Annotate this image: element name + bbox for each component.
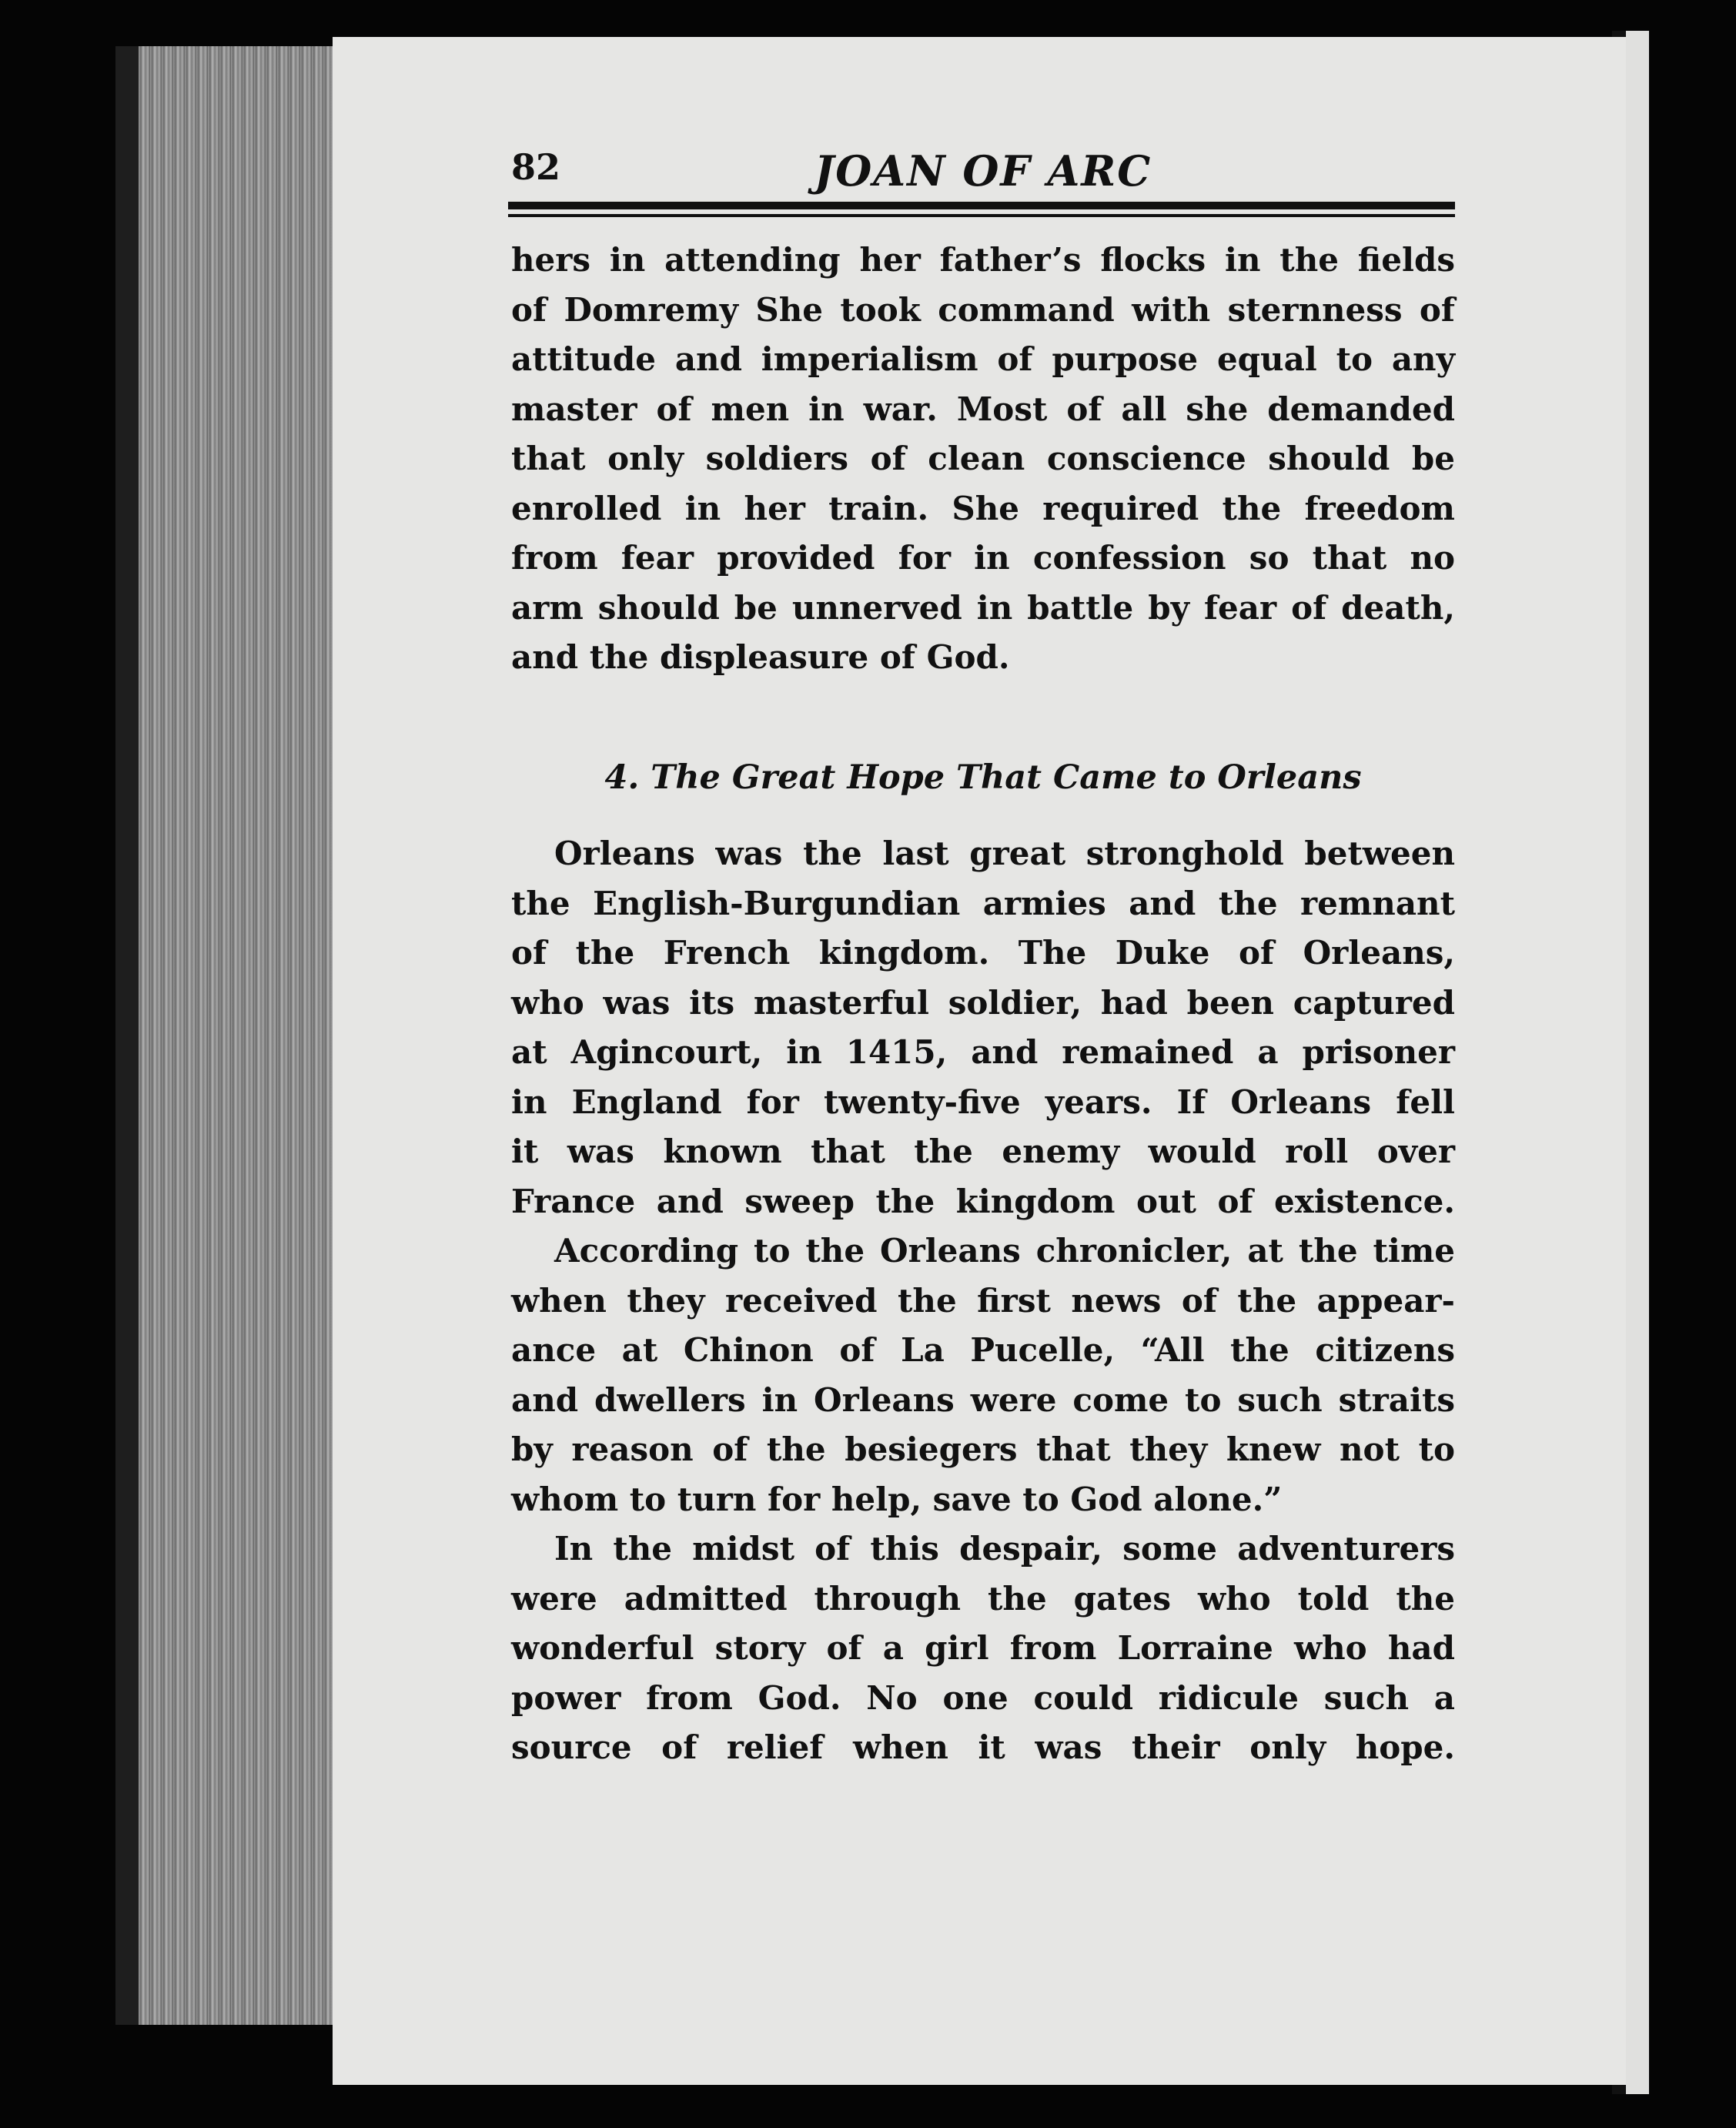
- text-line: were admitted through the gates who told the: [511, 1579, 1455, 1618]
- text-line: of Domremy She took command with sternness of: [511, 290, 1455, 329]
- text-line: by reason of the besiegers that they knew not to: [511, 1430, 1455, 1468]
- text-line: In the midst of this despair, some adventurers: [554, 1530, 1455, 1568]
- text-line: and the displeasure of God.: [511, 638, 1010, 676]
- text-line: that only soldiers of clean conscience should be: [511, 440, 1455, 477]
- text-line: ance at Chinon of La Pucelle, “All the citizens: [511, 1331, 1455, 1369]
- paragraph-chronicler: [511, 1226, 1455, 1524]
- text-line: According to the Orleans chronicler, at the time: [554, 1232, 1455, 1270]
- text-line: at Agincourt, in 1415, and remained a prisoner: [511, 1033, 1455, 1071]
- text-line: source of relief when it was their only hope.: [511, 1728, 1455, 1766]
- text-line: attitude and imperialism of purpose equal to any: [511, 340, 1455, 378]
- page-edges: [139, 46, 334, 2025]
- text-line: enrolled in her train. She required the freedom: [511, 489, 1455, 527]
- text-line: it was known that the enemy would roll over: [511, 1133, 1455, 1170]
- text-line: arm should be unnerved in battle by fear of death,: [511, 588, 1455, 627]
- header-rule-thick: [508, 202, 1455, 209]
- text-line: when they received the first news of the appear-: [511, 1281, 1455, 1320]
- page-number: 82: [511, 146, 561, 188]
- facing-page-edge: [1626, 31, 1649, 2094]
- paragraph-adventurers: [511, 1524, 1455, 1773]
- text-line: Orleans was the last great stronghold between: [554, 835, 1455, 872]
- page-header: [511, 139, 1455, 200]
- text-line: in England for twenty-five years. If Orleans fell: [511, 1082, 1455, 1121]
- text-line: the English-Burgundian armies and the remnant: [511, 884, 1455, 922]
- text-line: whom to turn for help, save to God alone.”: [511, 1480, 1283, 1518]
- text-line: who was its masterful soldier, had been captured: [511, 983, 1455, 1022]
- text-line: and dwellers in Orleans were come to such straits: [511, 1380, 1455, 1419]
- paragraph-orleans-stronghold: [511, 829, 1455, 1226]
- text-line: of the French kingdom. The Duke of Orleans,: [511, 934, 1455, 972]
- text-line: power from God. No one could ridicule such a: [511, 1678, 1455, 1717]
- text-line: France and sweep the kingdom out of existence.: [511, 1182, 1455, 1220]
- header-rule-thin: [508, 214, 1455, 217]
- running-title: JOAN OF ARC: [814, 146, 1152, 196]
- text-line: master of men in war. Most of all she demanded: [511, 390, 1455, 428]
- text-line: from fear provided for in confession so that no: [511, 539, 1455, 577]
- section-heading: 4. The Great Hope That Came to Orleans: [604, 758, 1362, 797]
- text-line: hers in attending her father’s flocks in the fields: [511, 241, 1455, 279]
- paragraph-continued: [511, 236, 1455, 683]
- text-line: wonderful story of a girl from Lorraine who had: [511, 1629, 1455, 1667]
